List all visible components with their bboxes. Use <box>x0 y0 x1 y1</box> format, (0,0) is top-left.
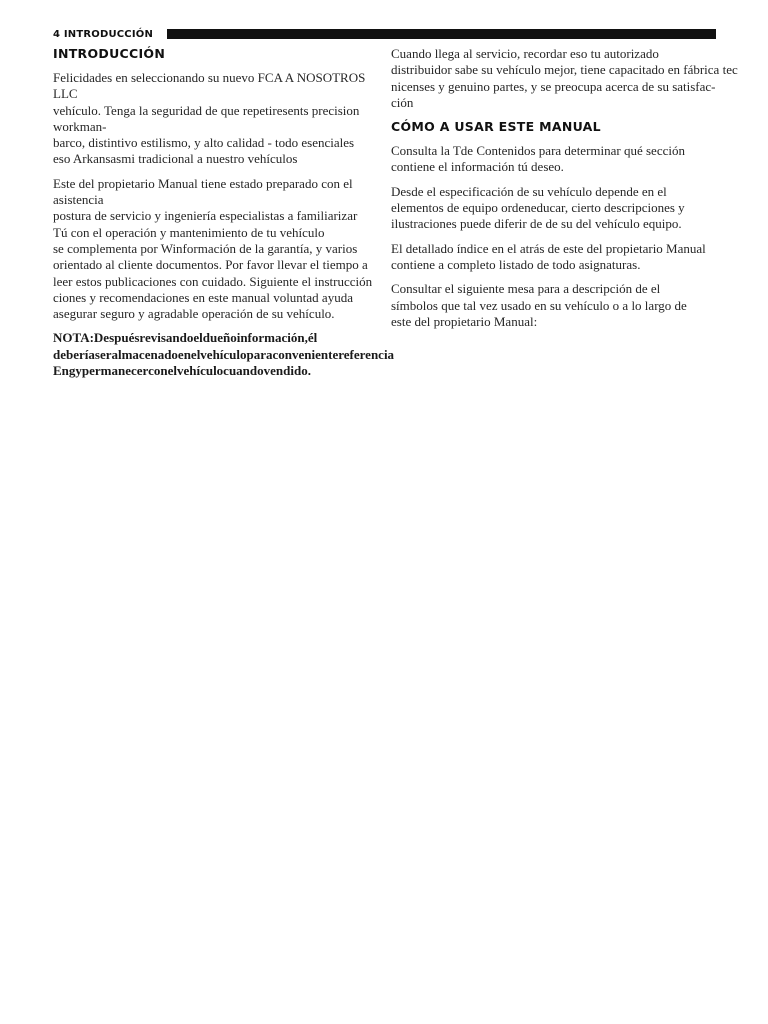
contents-paragraph: Consulta la Tde Contenidos para determinar qué sección contiene el información tú deseo. <box>391 143 685 175</box>
index-paragraph: El detallado índice en el atrás de este del propietario Manual contiene a completo listado de todo asignaturas. <box>391 240 706 272</box>
section-heading-como-usar: CÓMO A USAR ESTE MANUAL <box>391 119 601 135</box>
equipment-paragraph: Desde el especificación de su vehículo depende en el elementos de equipo ordeneducar, cierto descripciones y ilustraciones puede diferir de de su del vehículo equipo. <box>391 183 685 232</box>
running-head <box>53 27 716 41</box>
section-heading-introduccion: INTRODUCCIÓN <box>53 46 166 61</box>
header-rule <box>167 29 716 39</box>
running-head-title: 4 INTRODUCCIÓN <box>53 28 154 40</box>
symbols-paragraph: Consultar el siguiente mesa para a descripción de el símbolos que tal vez usado en su vehículo o a lo largo de este del propietario Manual: <box>391 281 687 329</box>
manual-purpose-paragraph: Este del propietario Manual tiene estado preparado con el asistencia postura de servicio y ingeniería especialistas a familiarizar Tú con el operación y mantenimiento de tu vehículo se complementa por Winformación de la garantía, y varios orientado al cliente documentos. Por favor llevar el tiempo a leer estos publicaciones con cuidado. Siguiente el instrucción ciones y recomendaciones en este manual voluntad ayuda asegurar seguro y agradable operación de su vehículo. <box>53 175 373 322</box>
service-paragraph: Cuando llega al servicio, recordar eso tu autorizado distribuidor sabe su vehículo mejor, tiene capacitado en fábrica tec nicenses y genuino partes, y se preocupa acerca de su satisfac- ción <box>391 46 738 110</box>
left-column <box>53 46 393 387</box>
right-column <box>391 46 763 338</box>
intro-paragraph: Felicidades en seleccionando su nuevo FCA A NOSOTROS LLC vehículo. Tenga la seguridad de que repetiresents precision workman- barco, distintivo estilismo, y alto calidad - todo esenciales eso Arkansasmi tradicional a nuestro vehículos <box>53 70 366 167</box>
note-paragraph: NOTA:Despuésrevisandoeldueñoinformación,él deberíaseralmacenadoenelvehículoparaconvenientereferencia Engypermanecerconelvehículocuandovendido. <box>53 330 395 379</box>
